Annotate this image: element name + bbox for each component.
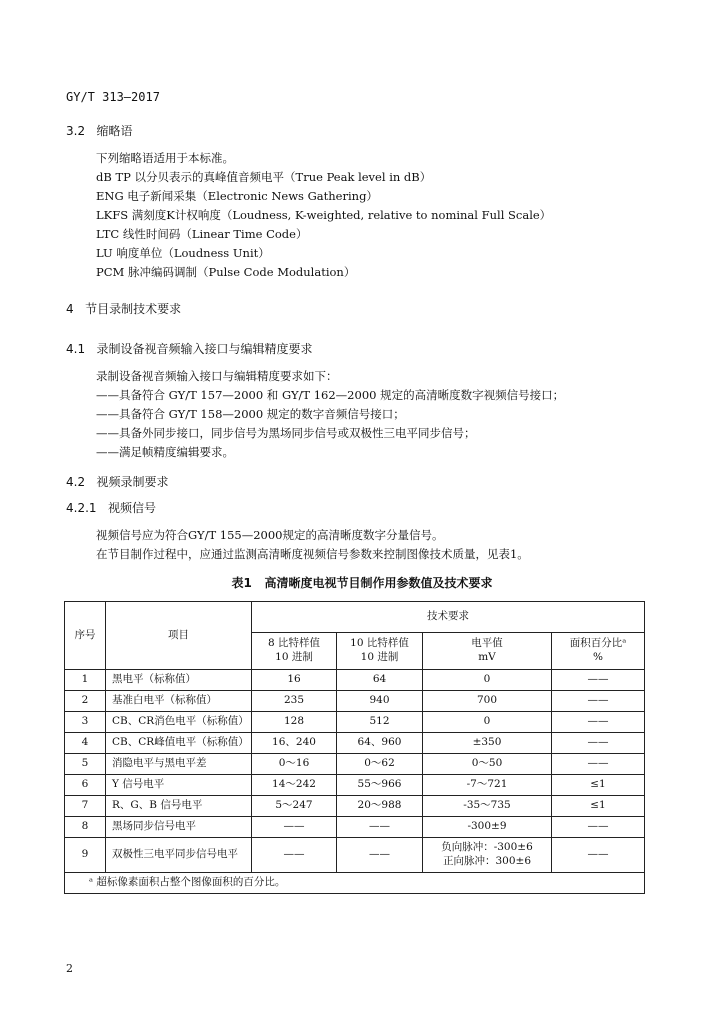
paragraph-line: ——具备符合 GY/T 158—2000 规定的数字音频信号接口； (96, 407, 405, 421)
document-code: GY/T 313—2017 (66, 90, 160, 104)
header-group: 技术要求 (252, 602, 645, 633)
page-number: 2 (66, 962, 73, 975)
table-row: 2 基准白电平（标称值） 235 940 700 —— (65, 691, 645, 712)
abbrev-item: LU 响度单位（Loudness Unit） (96, 246, 270, 260)
section-3-2-intro: 下列缩略语适用于本标准。 (96, 151, 234, 165)
table-caption (0, 574, 724, 591)
section-number: 4.2.1 (66, 501, 97, 515)
table-row: 4 CB、CR峰值电平（标称值） 16、240 64、960 ±350 —— (65, 733, 645, 754)
table-row: 8 黑场同步信号电平 —— —— -300±9 —— (65, 817, 645, 838)
table-caption-title: 高清晰度电视节目制作用参数值及技术要求 (264, 576, 493, 590)
header-area: 面积百分比ᵃ % (552, 633, 645, 670)
section-4-2-1-heading (66, 499, 156, 516)
section-number: 4.2 (66, 475, 86, 489)
abbrev-item: dB TP 以分贝表示的真峰值音频电平（True Peak level in dB） (96, 170, 432, 184)
section-title: 视频信号 (108, 501, 157, 515)
paragraph-line: ——具备外同步接口，同步信号为黑场同步信号或双极性三电平同步信号； (96, 426, 476, 440)
paragraph-line: ——具备符合 GY/T 157—2000 和 GY/T 162—2000 规定的高清晰度数字视频信号接口； (96, 388, 565, 402)
paragraph-line: 在节目制作过程中，应通过监测高清晰度视频信号参数来控制图像技术质量，见表1。 (96, 547, 529, 561)
table-caption-number: 表1 (231, 576, 252, 590)
section-number: 4.1 (66, 342, 86, 356)
paragraph-line: ——满足帧精度编辑要求。 (96, 445, 234, 459)
abbrev-item: ENG 电子新闻采集（Electronic News Gathering） (96, 189, 378, 203)
table-row: 9 双极性三电平同步信号电平 —— —— 负向脉冲：-300±6 正向脉冲：300±6 —— (65, 838, 645, 873)
section-title: 视频录制要求 (96, 475, 169, 489)
table-row: 7 R、G、B 信号电平 5～247 20～988 -35～735 ≤1 (65, 796, 645, 817)
section-number: 4 (66, 302, 74, 316)
section-title: 录制设备视音频输入接口与编辑精度要求 (96, 342, 313, 356)
table-row: 6 Y 信号电平 14～242 55～966 -7～721 ≤1 (65, 775, 645, 796)
table-row: 3 CB、CR消色电平（标称值） 128 512 0 —— (65, 712, 645, 733)
parameter-table (64, 601, 645, 894)
header-item: 项目 (106, 602, 252, 670)
section-number: 3.2 (66, 124, 86, 138)
header-8bit: 8 比特样值 10 进制 (252, 633, 337, 670)
sync-level-cell: 负向脉冲：-300±6 正向脉冲：300±6 (423, 838, 552, 873)
table-row: 1 黑电平（标称值） 16 64 0 —— (65, 670, 645, 691)
section-title: 节目录制技术要求 (85, 302, 182, 316)
paragraph-line: 录制设备视音频输入接口与编辑精度要求如下： (96, 369, 338, 383)
header-level: 电平值 mV (423, 633, 552, 670)
section-4-1-heading (66, 340, 313, 357)
section-4-heading (66, 300, 181, 317)
table-footnote: ᵃ 超标像素面积占整个图像面积的百分比。 (65, 873, 645, 894)
abbrev-item: PCM 脉冲编码调制（Pulse Code Modulation） (96, 265, 356, 279)
header-10bit: 10 比特样值 10 进制 (337, 633, 423, 670)
section-3-2-heading (66, 122, 133, 139)
paragraph-line: 视频信号应为符合GY/T 155—2000规定的高清晰度数字分量信号。 (96, 528, 444, 542)
section-4-2-heading (66, 473, 169, 490)
header-no: 序号 (65, 602, 106, 670)
abbrev-item: LTC 线性时间码（Linear Time Code） (96, 227, 308, 241)
section-title: 缩略语 (96, 124, 133, 138)
table-row: 5 消隐电平与黑电平差 0～16 0～62 0～50 —— (65, 754, 645, 775)
abbrev-item: LKFS 满刻度K计权响度（Loudness, K-weighted, relative to nominal Full Scale） (96, 208, 552, 222)
